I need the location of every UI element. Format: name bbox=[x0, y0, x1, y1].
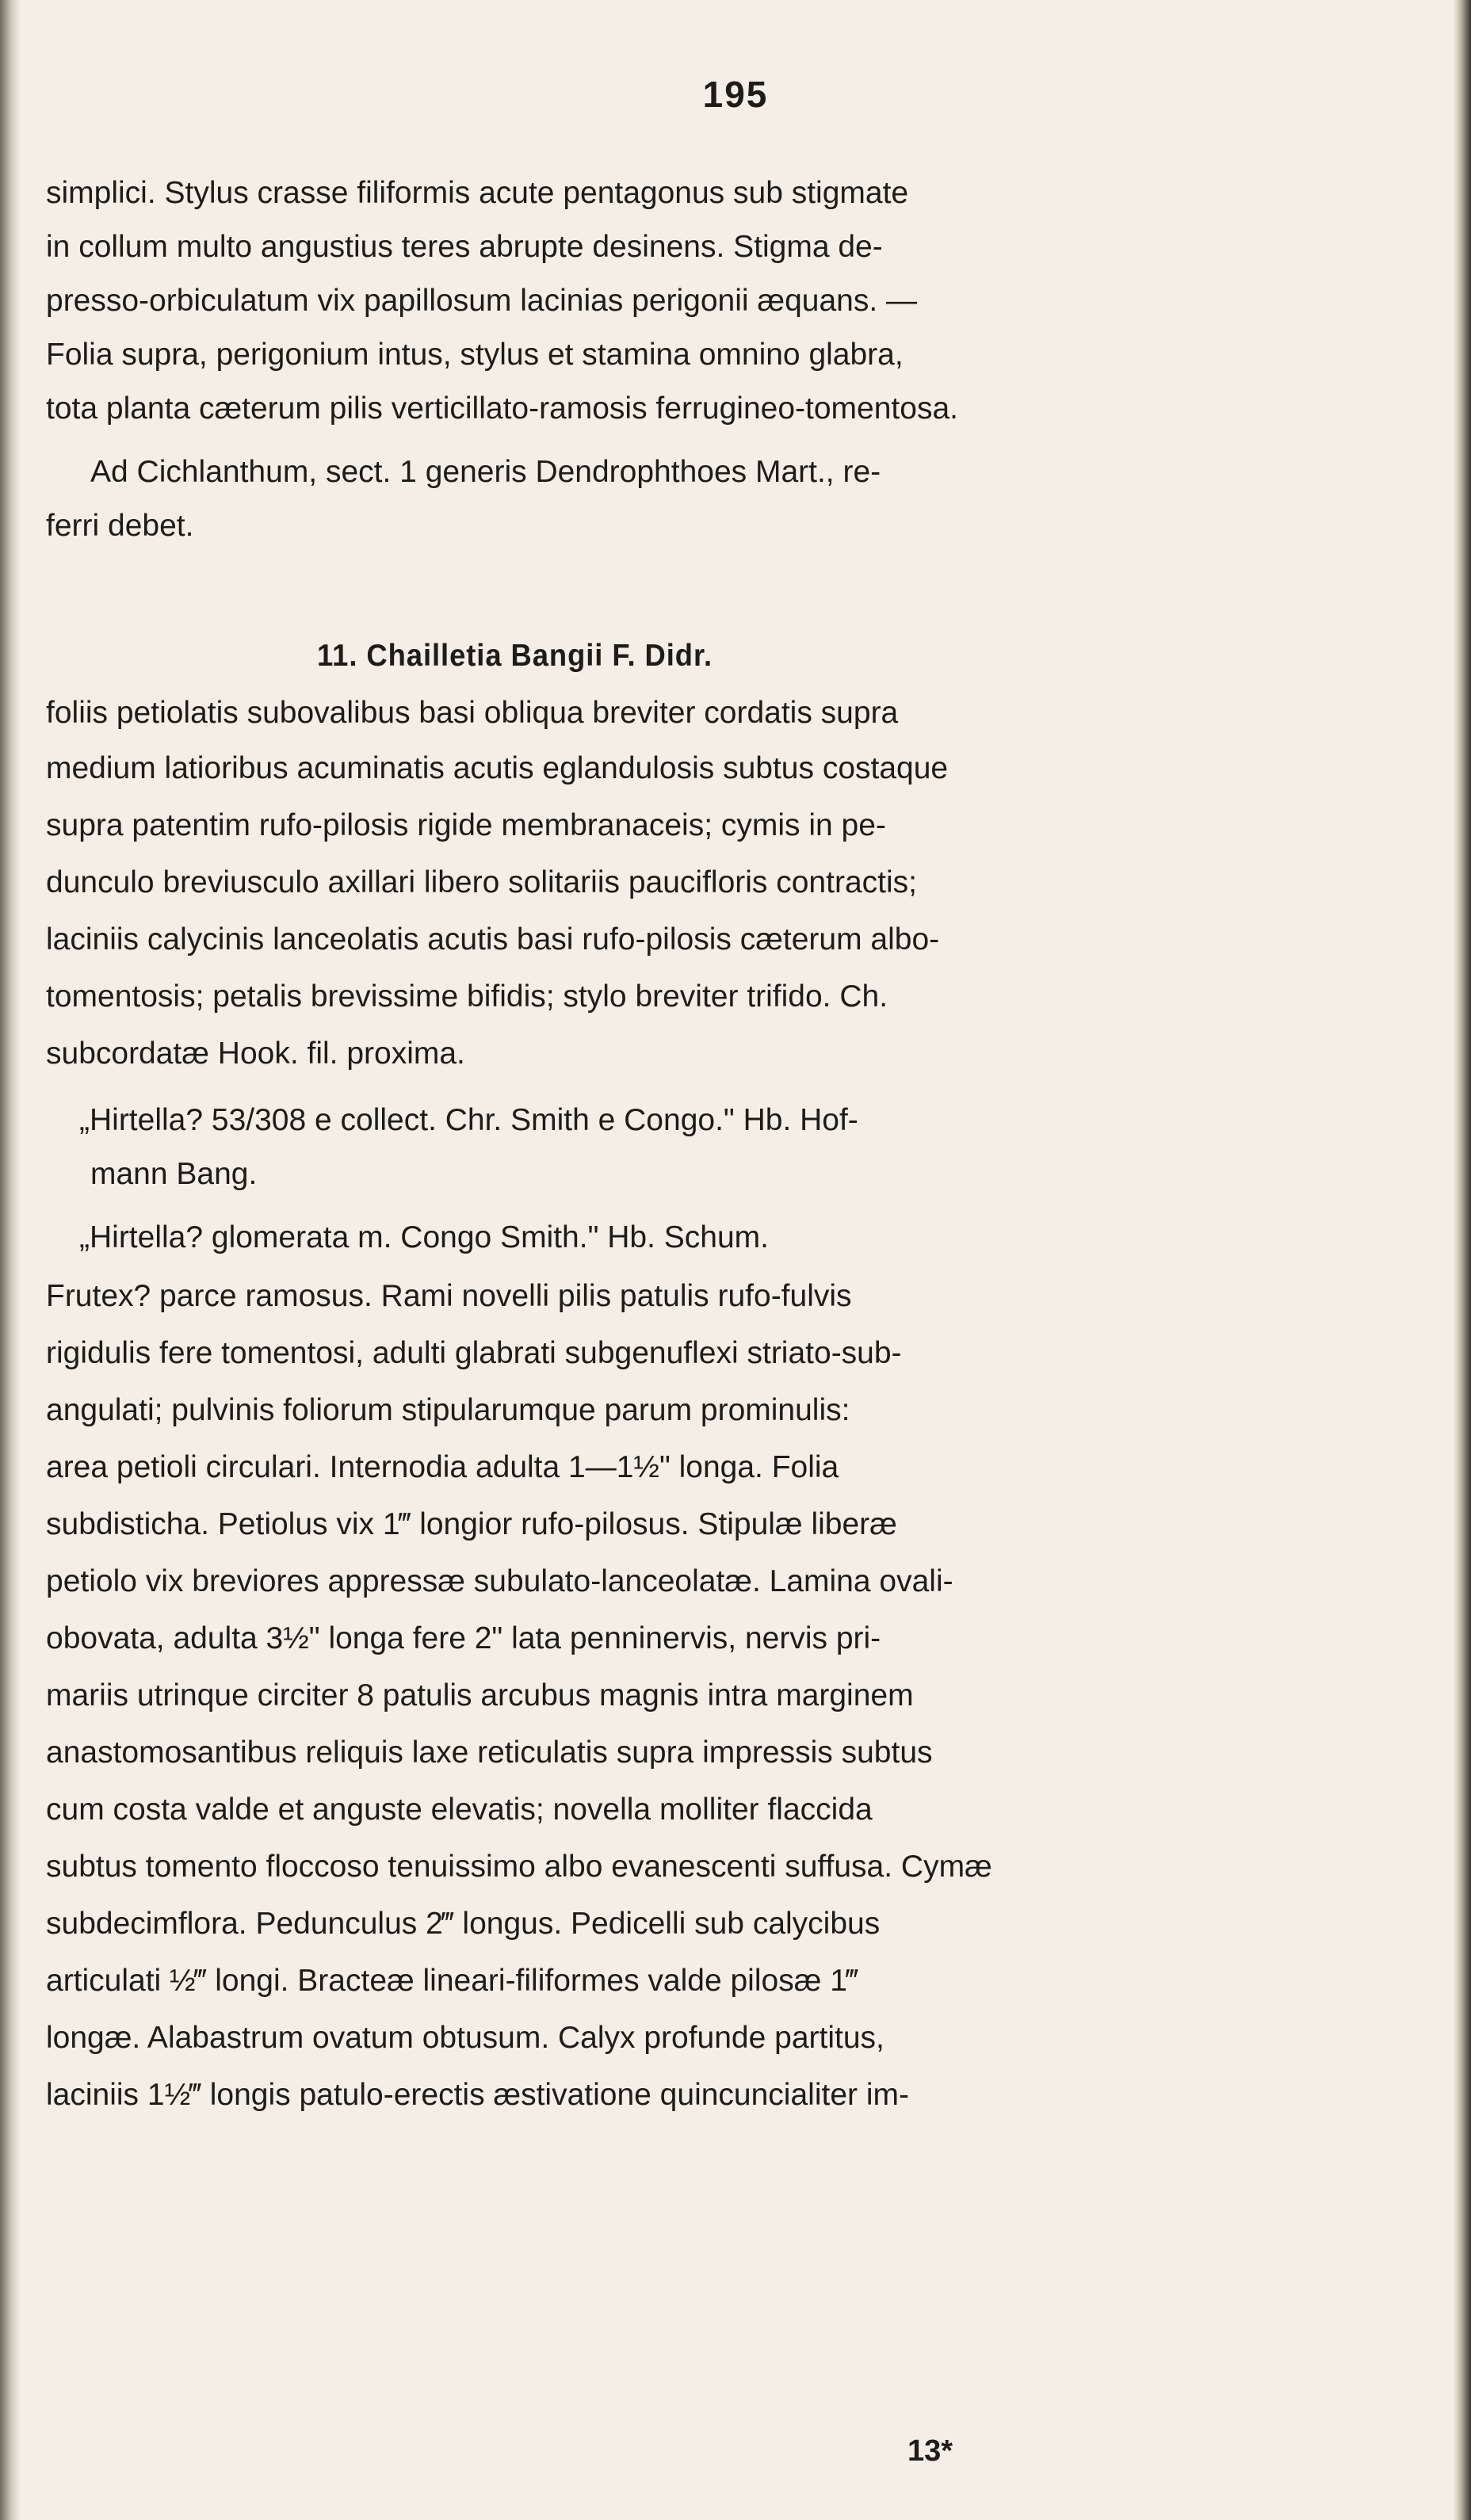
signature-mark: 13* bbox=[907, 2434, 953, 2468]
text-line: Folia supra, perigonium intus, stylus et stamina omnino glabra, bbox=[46, 338, 904, 372]
text-line: subcordatæ Hook. fil. proxima. bbox=[46, 1037, 465, 1071]
text-line: longæ. Alabastrum ovatum obtusum. Calyx profunde partitus, bbox=[46, 2021, 885, 2055]
text-line: medium latioribus acuminatis acutis eglandulosis subtus costaque bbox=[46, 751, 949, 785]
text-line: cum costa valde et anguste elevatis; novella molliter flaccida bbox=[46, 1793, 873, 1827]
text-line: simplici. Stylus crasse filiformis acute pentagonus sub stigmate bbox=[46, 176, 909, 210]
text-line: subdisticha. Petiolus vix 1‴ longior rufo-pilosus. Stipulæ liberæ bbox=[46, 1507, 897, 1541]
text-line: area petioli circulari. Internodia adulta 1—1½" longa. Folia bbox=[46, 1450, 839, 1484]
species-heading: 11. Chailletia Bangii F. Didr. bbox=[317, 639, 713, 673]
page-number: 195 bbox=[702, 74, 769, 115]
text-line: subtus tomento floccoso tenuissimo albo evanescenti suffusa. Cymæ bbox=[46, 1850, 992, 1884]
text-line: petiolo vix breviores appressæ subulato-lanceolatæ. Lamina ovali- bbox=[46, 1564, 953, 1598]
text-line: angulati; pulvinis foliorum stipularumque parum prominulis: bbox=[46, 1393, 850, 1427]
text-line: tota planta cæterum pilis verticillato-ramosis ferrugineo-tomentosa. bbox=[46, 391, 958, 426]
text-line: anastomosantibus reliquis laxe reticulatis supra impressis subtus bbox=[46, 1735, 933, 1770]
text-line: dunculo breviusculo axillari libero solitariis paucifloris contractis; bbox=[46, 865, 917, 899]
text-line: mariis utrinque circiter 8 patulis arcubus magnis intra marginem bbox=[46, 1678, 914, 1712]
text-line: rigidulis fere tomentosi, adulti glabrati subgenuflexi striato-sub- bbox=[46, 1336, 902, 1370]
text-line: laciniis calycinis lanceolatis acutis basi rufo-pilosis cæterum albo- bbox=[46, 922, 940, 956]
text-line: presso-orbiculatum vix papillosum lacinias perigonii æquans. — bbox=[46, 284, 918, 318]
text-line: foliis petiolatis subovalibus basi obliqua breviter cordatis supra bbox=[46, 696, 899, 730]
text-line: in collum multo angustius teres abrupte desinens. Stigma de- bbox=[46, 230, 883, 264]
text-line: „Hirtella? 53/308 e collect. Chr. Smith e Congo." Hb. Hof- bbox=[79, 1103, 858, 1137]
text-line: laciniis 1½‴ longis patulo-erectis æstivatione quincuncialiter im- bbox=[46, 2078, 909, 2112]
text-line: tomentosis; petalis brevissime bifidis; stylo breviter trifido. Ch. bbox=[46, 979, 888, 1014]
text-line: mann Bang. bbox=[90, 1157, 258, 1191]
text-line: supra patentim rufo-pilosis rigide membranaceis; cymis in pe- bbox=[46, 808, 886, 842]
text-line: ferri debet. bbox=[46, 509, 194, 543]
text-line: articulati ½‴ longi. Bracteæ lineari-filiformes valde pilosæ 1‴ bbox=[46, 1964, 858, 1998]
text-line: „Hirtella? glomerata m. Congo Smith." Hb. Schum. bbox=[79, 1220, 769, 1254]
page-edge-right bbox=[1454, 0, 1471, 2520]
page-edge-left bbox=[0, 0, 21, 2520]
text-line: Frutex? parce ramosus. Rami novelli pilis patulis rufo-fulvis bbox=[46, 1279, 852, 1313]
text-line: obovata, adulta 3½" longa fere 2" lata penninervis, nervis pri- bbox=[46, 1621, 881, 1655]
text-line: Ad Cichlanthum, sect. 1 generis Dendrophthoes Mart., re- bbox=[90, 455, 881, 489]
text-line: subdecimflora. Pedunculus 2‴ longus. Pedicelli sub calycibus bbox=[46, 1907, 881, 1941]
